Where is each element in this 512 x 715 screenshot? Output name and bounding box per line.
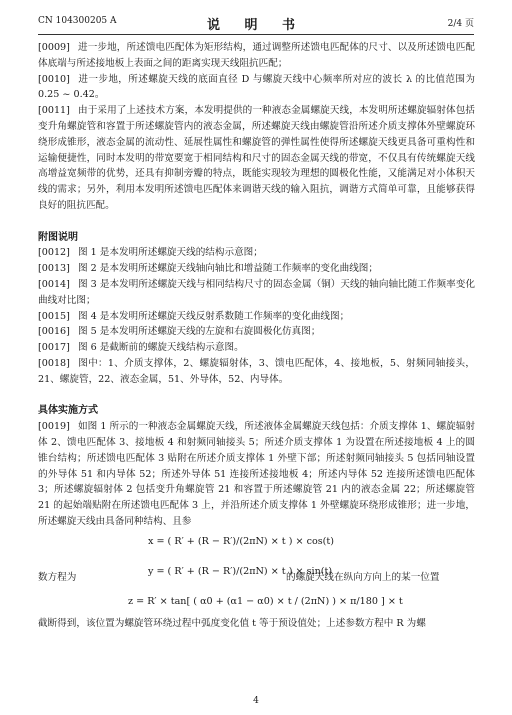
figure-item-0012 bbox=[38, 245, 475, 261]
paragraph-text: 由于采用了上述技术方案，本发明提供的一种液态金属螺旋天线，本发明所述螺旋辐射体包括变升角螺旋管和容置于所述螺旋管内的液态金属，所述螺旋天线由螺旋管沿所述介质支撑体外壁螺旋环绕形成锥形，液态金属的流动性、延展性属性和螺旋管的弹性属性使得所述螺旋天线更具备可重构性和运输便捷性，同时本发明的带宽要宽于相同结构和尺寸的固态金属天线的带宽，不仅具有传统螺旋天线高增益宽频带的优势，还具有抑制旁瓣的特点，既能实现较为理想的圆极化性能，又能满足对小体积天线的需求；另外，利用本发明所述馈电匹配体来调谐天线的输入阻抗，调谐方式简单可靠，且能够获得良好的阻抗匹配。 bbox=[38, 105, 475, 211]
section-heading-embodiment: 具体实施方式 bbox=[38, 405, 98, 417]
paragraph-text: 图 1 是本发明所述螺旋天线的结构示意图； bbox=[77, 247, 263, 259]
paragraph-text: 图 2 是本发明所述螺旋天线轴向轴比和增益随工作频率的变化曲线图； bbox=[77, 263, 378, 275]
paragraph-text: 如图 1 所示的一种液态金属螺旋天线，所述液体金属螺旋天线包括：介质支撑体 1、螺旋辐射体 2、馈电匹配体 3、接地板 4 和射频同轴接头 5；所述介质支撑体 1 为设置在所述接地板 4 上的圆锥台结构；所述馈电匹配体 3 贴附在所述介质支撑体 1 外壁下部；所述射频同轴接头 5 包括同轴设置的外导体 51 和内导体 52；所述外导体 51 连接所述接地板 4；所述内导体 52 连接所述馈电匹配体 3；所述螺旋辐射体 2 包括变升角螺旋管 21 和容置于所述螺旋管 21 内的液态金属 22；所述螺旋管 21 的起始端贴附在所述馈电匹配体 3 上，并沿所述介质支撑体 1 外壁螺旋环绕形成锥形；进一步地，所述螺旋天线由具备同种结构、且参 bbox=[38, 421, 475, 527]
figure-item-0017 bbox=[38, 340, 475, 356]
spacer bbox=[38, 388, 475, 404]
equation-x: x = ( R′ + (R − R′)/(2πN) × t ) × cos(t) bbox=[148, 535, 334, 547]
paragraph-after-equation: 截断得到，该位置为螺旋管环绕过程中弧度变化值 t 等于预设值处；上述参数方程中 R 为螺 bbox=[38, 617, 426, 629]
equation-block bbox=[38, 530, 475, 616]
page-info: 2/4 页 bbox=[447, 19, 474, 29]
figure-item-0015 bbox=[38, 309, 475, 325]
spacer bbox=[38, 214, 475, 230]
page-header bbox=[38, 14, 474, 32]
paragraph-number: [0009] bbox=[38, 42, 70, 53]
figure-item-0013 bbox=[38, 261, 475, 277]
paragraph-text: 图 3 是本发明所述螺旋天线与相同结构尺寸的固态金属（铜）天线的轴向轴比随工作频率变化曲线对比图； bbox=[38, 278, 475, 306]
paragraph-number: [0010] bbox=[38, 73, 70, 85]
paragraph-number: [0015] bbox=[38, 310, 70, 322]
body-content bbox=[38, 40, 475, 632]
paragraph-text: 图中：1、介质支撑体，2、螺旋辐射体，3、馈电匹配体，4、接地板，5、射频同轴接头，21、螺旋管，22、液态金属，51、外导体，52、内导体。 bbox=[38, 357, 475, 385]
paragraph-0019 bbox=[38, 419, 475, 530]
paragraph-text: 进一步地，所述馈电匹配体为矩形结构，通过调整所述馈电匹配体的尺寸、以及所述馈电匹配体底端与所述接地板上表面之间的距离实现天线阻抗匹配； bbox=[38, 42, 475, 69]
page-number: 4 bbox=[253, 696, 259, 706]
paragraph-0010 bbox=[38, 72, 475, 104]
paragraph-number: [0012] bbox=[38, 247, 70, 259]
paragraph-number: [0019] bbox=[38, 421, 70, 433]
paragraph-number: [0018] bbox=[38, 357, 70, 369]
equation-tail-text: 的螺旋天线在纵向方向上的某一位置 bbox=[286, 571, 440, 583]
figure-item-0014 bbox=[38, 277, 475, 309]
paragraph-number: [0016] bbox=[38, 326, 70, 338]
paragraph-0009 bbox=[38, 40, 475, 72]
paragraph-text: 图 5 是本发明所述螺旋天线的左旋和右旋圆极化仿真图； bbox=[77, 326, 321, 338]
equation-y: y = ( R′ + (R − R′)/(2πN) × t ) × sin(t) bbox=[148, 565, 333, 577]
paragraph-0011 bbox=[38, 103, 475, 214]
section-heading-figures: 附图说明 bbox=[38, 231, 78, 243]
figure-item-0016 bbox=[38, 324, 475, 340]
patent-number: CN 104300205 A bbox=[38, 16, 117, 26]
header-rule bbox=[38, 34, 474, 35]
equation-intro-text: 数方程为 bbox=[38, 571, 77, 583]
paragraph-number: [0011] bbox=[38, 105, 70, 117]
paragraph-text: 图 4 是本发明所述螺旋天线反射系数随工作频率的变化曲线图； bbox=[77, 310, 350, 322]
paragraph-number: [0013] bbox=[38, 263, 70, 275]
paragraph-text: 图 6 是截断前的螺旋天线结构示意图。 bbox=[77, 342, 244, 354]
paragraph-number: [0014] bbox=[38, 278, 70, 290]
figure-item-0018 bbox=[38, 356, 475, 388]
paragraph-number: [0017] bbox=[38, 342, 70, 354]
document-title: 说 明 书 bbox=[206, 18, 306, 33]
equation-z: z = R′ × tan[ ( α0 + (α1 − α0) × t / (2πN) ) × π/180 ] × t bbox=[128, 595, 403, 607]
paragraph-text: 进一步地，所述螺旋天线的底面直径 D 与螺旋天线中心频率所对应的波长 λ 的比值范围为 0.25 ~ 0.42。 bbox=[38, 73, 475, 101]
